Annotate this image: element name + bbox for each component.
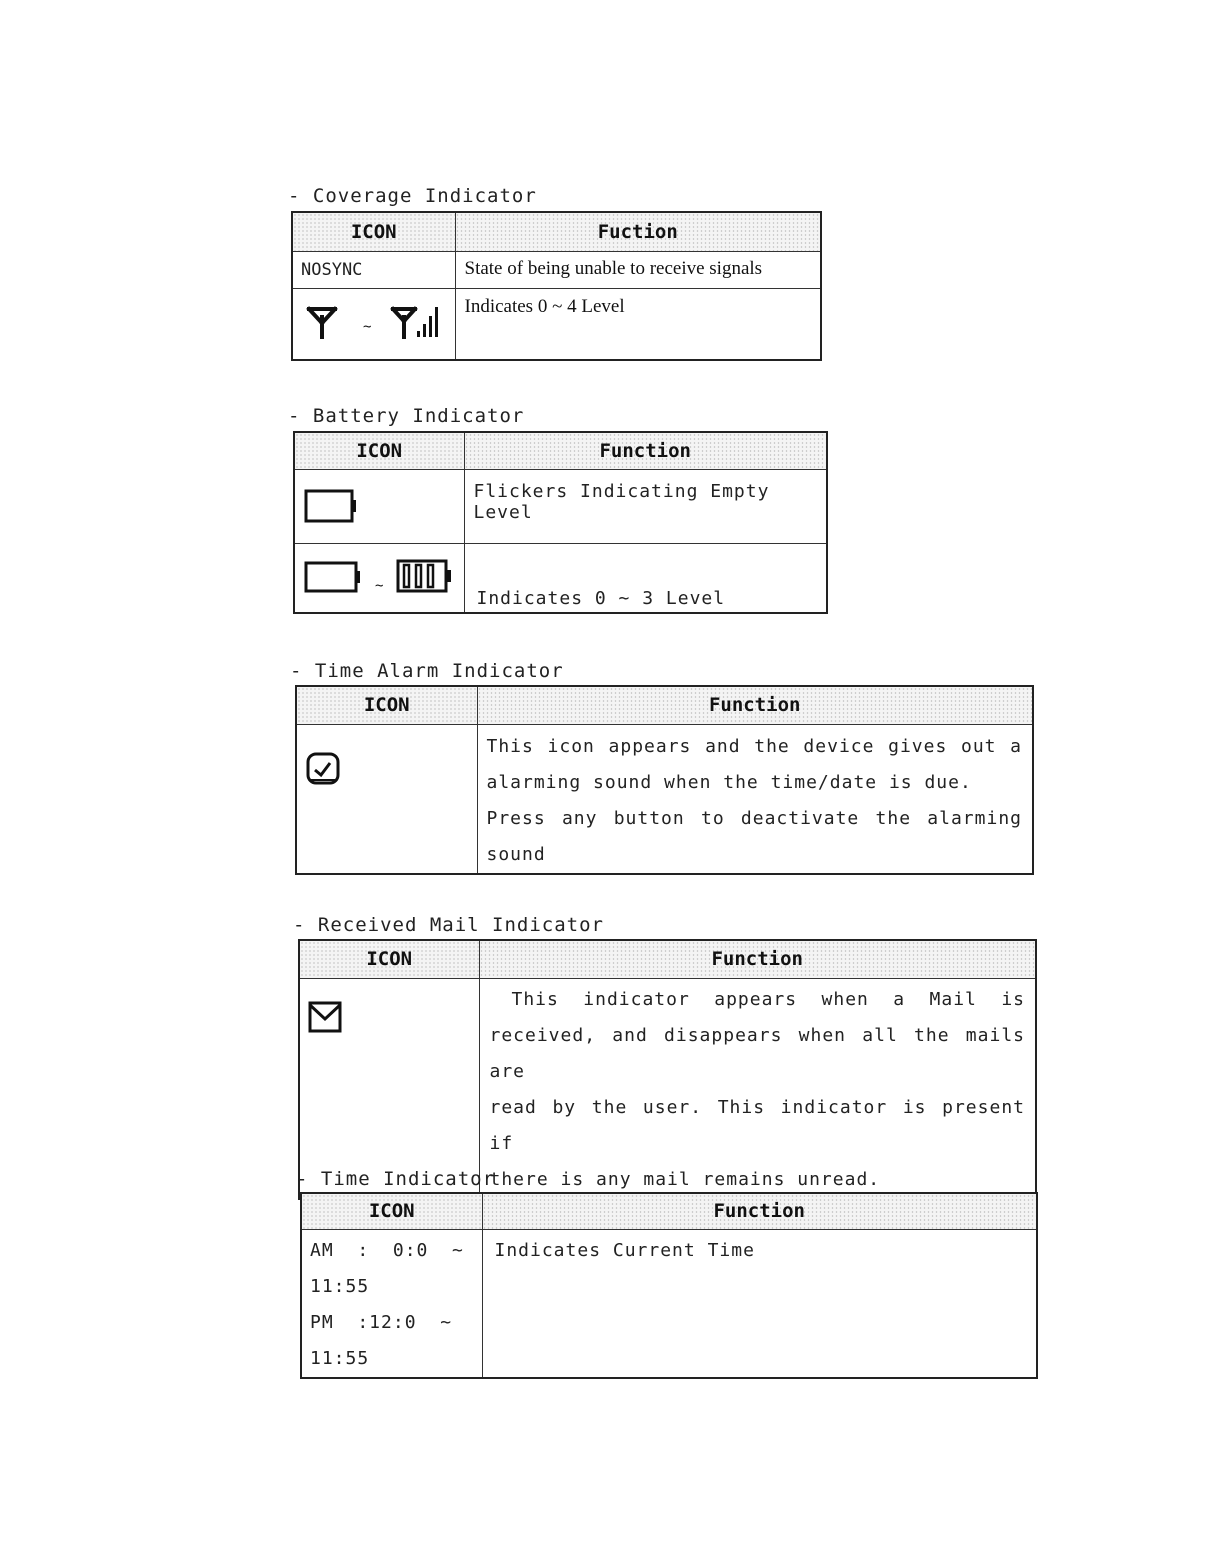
mail-table: [298, 939, 1037, 1200]
mail-function-cell: [479, 978, 1036, 1199]
battery-section-title: - Battery Indicator: [288, 405, 525, 427]
coverage-signal-function: Indicates 0 ~ 4 Level: [464, 295, 625, 317]
battery-level-function: Indicates 0 ~ 3 Level: [476, 587, 726, 609]
mail-function-line: read by the user. This indicator is present if: [489, 1096, 1025, 1154]
battery-header-function: Function: [464, 432, 827, 469]
time-icon-line: 11:55: [310, 1347, 370, 1369]
alarm-icon-cell: [296, 724, 477, 874]
time-section-title: - Time Indicator: [296, 1168, 496, 1190]
time-function-cell: [482, 1229, 1037, 1378]
alarm-clock-icon: [297, 725, 357, 795]
mail-header-function: Function: [479, 940, 1036, 978]
time-table: [300, 1192, 1038, 1379]
alarm-function-line: Press any button to deactivate the alarming: [486, 807, 1022, 829]
coverage-nosync-cell: [292, 251, 455, 288]
time-icon-cell: [301, 1229, 482, 1378]
coverage-tilde: ~: [363, 318, 372, 335]
time-header-icon: ICON: [301, 1193, 482, 1229]
time-function: Indicates Current Time: [494, 1239, 755, 1261]
envelope-icon: [300, 979, 360, 1049]
alarm-table: [295, 685, 1034, 875]
coverage-signal-icon-cell: [292, 288, 455, 360]
coverage-signal-function-cell: [455, 288, 821, 360]
coverage-nosync-function: State of being unable to receive signals: [464, 257, 763, 279]
battery-empty-icon-cell: [294, 469, 464, 543]
time-icon-line: 11:55: [310, 1275, 370, 1297]
coverage-section-title: - Coverage Indicator: [288, 185, 537, 207]
time-header-function: Function: [482, 1193, 1037, 1229]
battery-empty-icon: [295, 470, 375, 540]
battery-empty-function: Flickers Indicating Empty Level: [473, 480, 770, 523]
coverage-header-icon: ICON: [292, 212, 455, 251]
battery-tilde: ~: [375, 577, 384, 594]
battery-header-icon: ICON: [294, 432, 464, 469]
battery-empty-function-cell: [464, 469, 827, 543]
coverage-header-function: Fuction: [455, 212, 821, 251]
time-icon-line: AM : 0:0 ~: [310, 1239, 464, 1261]
antenna-signal-icon: [293, 289, 453, 359]
alarm-section-title: - Time Alarm Indicator: [290, 660, 564, 682]
mail-function-line: there is any mail remains unread.: [489, 1168, 881, 1190]
alarm-header-function: Function: [477, 686, 1033, 724]
alarm-function-line: This icon appears and the device gives out a: [486, 735, 1022, 757]
mail-function-line: This indicator appears when a Mail is: [511, 988, 1025, 1010]
coverage-table: [291, 211, 822, 361]
battery-table: [293, 431, 828, 614]
alarm-function-line: sound: [486, 843, 546, 865]
mail-function-line: received, and disappears when all the mails are: [489, 1024, 1025, 1082]
battery-level-function-cell: [464, 543, 827, 613]
mail-header-icon: ICON: [299, 940, 479, 978]
alarm-header-icon: ICON: [296, 686, 477, 724]
alarm-function-cell: [477, 724, 1033, 874]
mail-icon-cell: [299, 978, 479, 1199]
nosync-label: NOSYNC: [301, 259, 363, 280]
coverage-nosync-function-cell: [455, 251, 821, 288]
alarm-function-line: alarming sound when the time/date is due.: [486, 771, 972, 793]
time-icon-line: PM :12:0 ~: [310, 1311, 453, 1333]
battery-level-icon-cell: [294, 543, 464, 613]
mail-section-title: - Received Mail Indicator: [293, 914, 604, 936]
